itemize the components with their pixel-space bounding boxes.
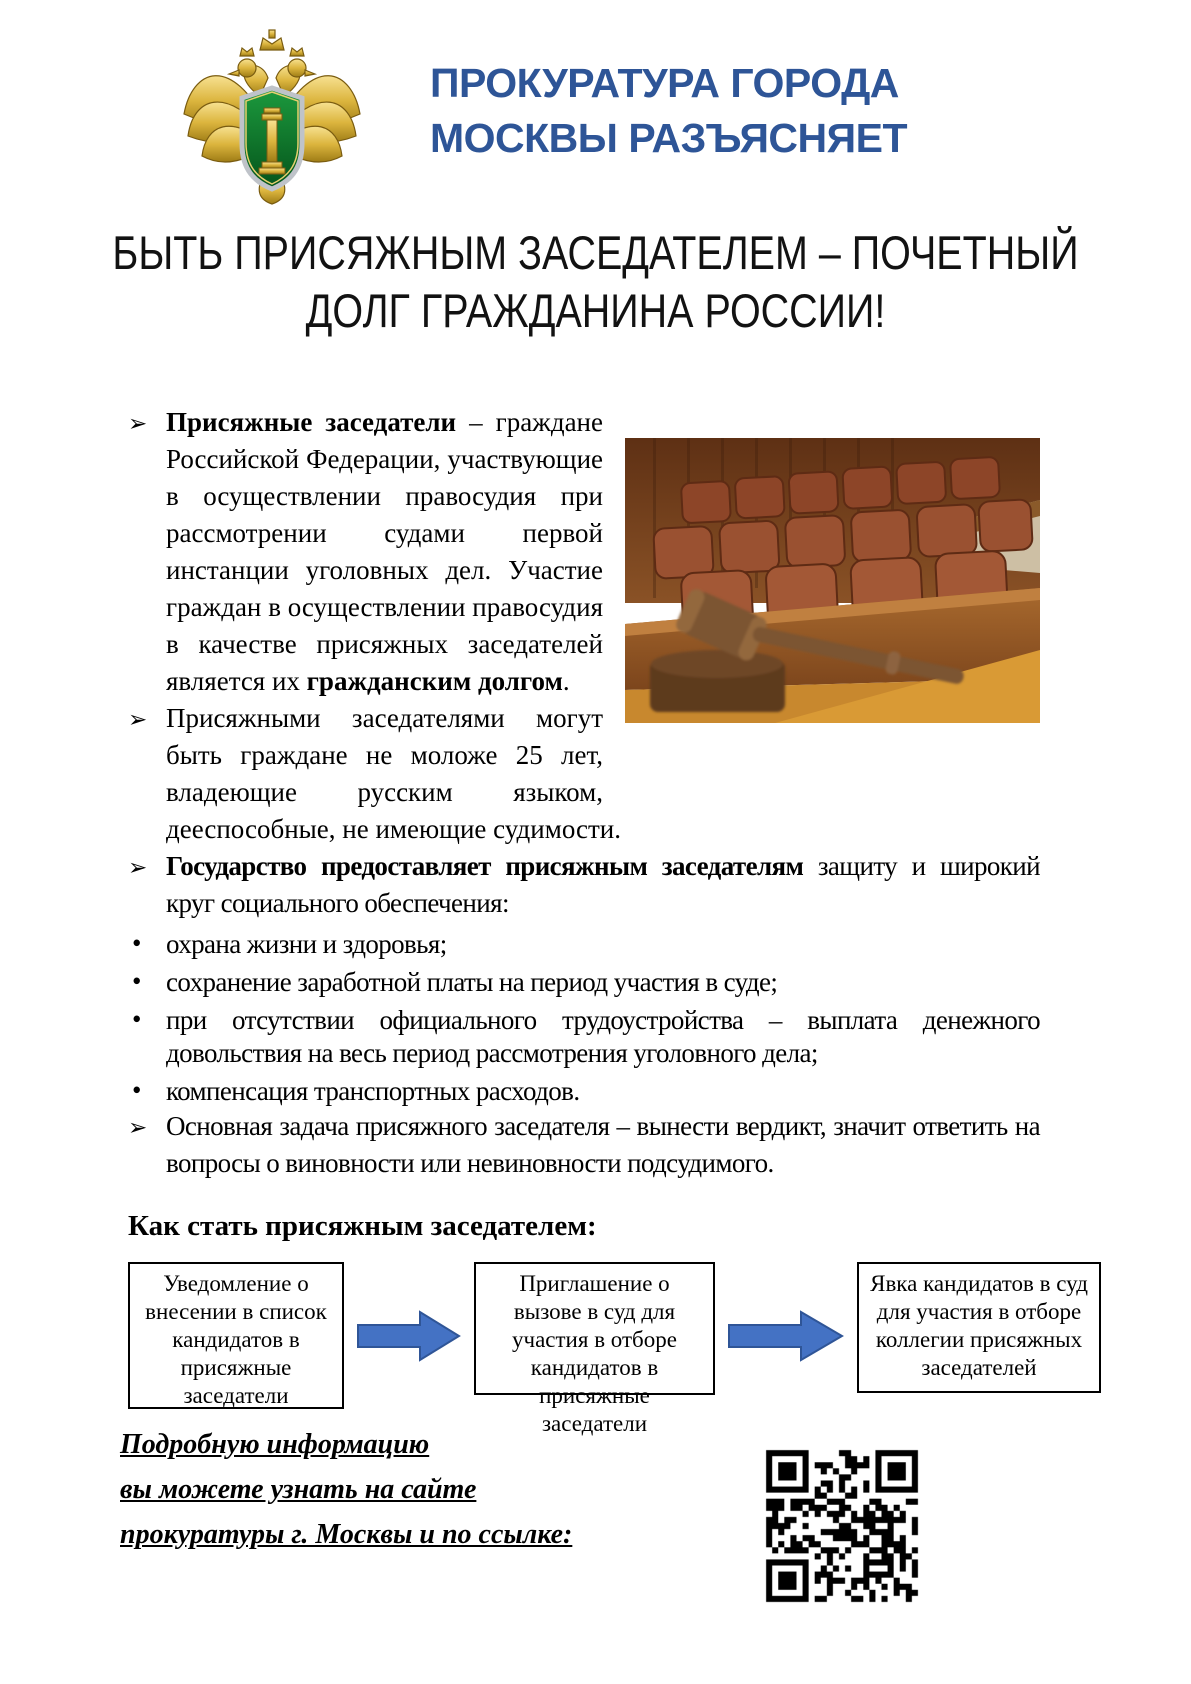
- bullet1-bold-tail: гражданским долгом: [306, 666, 563, 696]
- bullet2-text: Присяжными заседателями могут быть граждане не моложе 25 лет, владеющие русским языком, дееспособные, не имеющие судимости.: [166, 703, 621, 844]
- footer-line1: Подробную информацию: [120, 1429, 430, 1460]
- bullet-jurors-definition: [128, 404, 1040, 700]
- benefit-text: компенсация транспортных расходов.: [166, 1076, 580, 1106]
- list-item: [128, 966, 1040, 999]
- prosecutor-eagle-icon: [176, 26, 368, 206]
- page-title-line1: БЫТЬ ПРИСЯЖНЫМ ЗАСЕДАТЕЛЕМ – ПОЧЕТНЫЙ: [112, 226, 1079, 279]
- bullet4-text: Основная задача присяжного заседателя – вынести вердикт, значит ответить на вопросы о виновности или невиновности подсудимого.: [166, 1111, 1040, 1178]
- flow-step-1: Уведомление о внесении в список кандидатов в присяжные заседатели: [128, 1262, 344, 1409]
- bullet1-period: .: [562, 666, 570, 696]
- qr-code: [760, 1444, 924, 1608]
- bullet3-bold-lead: Государство предоставляет присяжным заседателям: [166, 851, 804, 881]
- org-title: [430, 56, 907, 166]
- flow-heading: Как стать присяжным заседателем:: [128, 1210, 597, 1242]
- footer-note: [120, 1422, 572, 1557]
- list-item: [128, 1004, 1040, 1070]
- bullet1-bold-lead: Присяжные заседатели: [166, 407, 457, 437]
- flow-step-2: Приглашение о вызове в суд для участия в отборе кандидатов в присяжные заседатели: [474, 1262, 715, 1395]
- flow-step-3: Явка кандидатов в суд для участия в отборе коллегии присяжных заседателей: [857, 1262, 1101, 1393]
- footer-line2: вы можете узнать на сайте: [120, 1474, 477, 1505]
- dot-bullet-icon: •: [132, 928, 141, 958]
- bullet-state-guarantees: [128, 848, 1040, 922]
- page-title: [95, 224, 1095, 340]
- flow-arrow-icon: [356, 1309, 462, 1363]
- bullet-juror-requirements: [128, 700, 1040, 848]
- dot-bullet-icon: •: [132, 966, 141, 996]
- org-title-line2: МОСКВЫ РАЗЪЯСНЯЕТ: [430, 115, 907, 161]
- benefits-list: [128, 928, 1040, 1108]
- bullet3-text: защиту и широкий круг социального обеспечения:: [166, 851, 1041, 918]
- benefit-text: при отсутствии официального трудоустройства – выплата денежного довольствия на весь период рассмотрения уголовного дела;: [166, 1005, 1040, 1068]
- bullet-juror-main-task: [128, 1108, 1040, 1182]
- flow-diagram: [128, 1262, 1150, 1436]
- dot-bullet-icon: •: [132, 1075, 141, 1105]
- arrow-bullet-icon: ➢: [128, 1115, 147, 1140]
- benefit-text: сохранение заработной платы на период участия в суде;: [166, 967, 778, 997]
- bullet1-text: – граждане Российской Федерации, участвующие в осуществлении правосудия при рассмотрении судами первой инстанции уголовных дел. Участие граждан в осуществлении правосудия в качестве присяжных заседателей является их: [166, 407, 603, 696]
- dot-bullet-icon: •: [132, 1004, 141, 1034]
- benefit-text: охрана жизни и здоровья;: [166, 929, 447, 959]
- arrow-bullet-icon: ➢: [128, 411, 148, 436]
- body-content: [128, 404, 1088, 1436]
- arrow-bullet-icon: ➢: [128, 855, 147, 880]
- org-title-line1: ПРОКУРАТУРА ГОРОДА: [430, 60, 899, 106]
- page-title-line2: ДОЛГ ГРАЖДАНИНА РОССИИ!: [305, 284, 886, 337]
- prosecutor-emblem: [176, 26, 368, 206]
- flow-arrow-icon: [727, 1309, 845, 1363]
- list-item: [128, 1075, 1040, 1108]
- arrow-bullet-icon: ➢: [128, 707, 148, 732]
- list-item: [128, 928, 1040, 961]
- footer-line3: прокуратуры г. Москвы и по ссылке:: [120, 1519, 573, 1550]
